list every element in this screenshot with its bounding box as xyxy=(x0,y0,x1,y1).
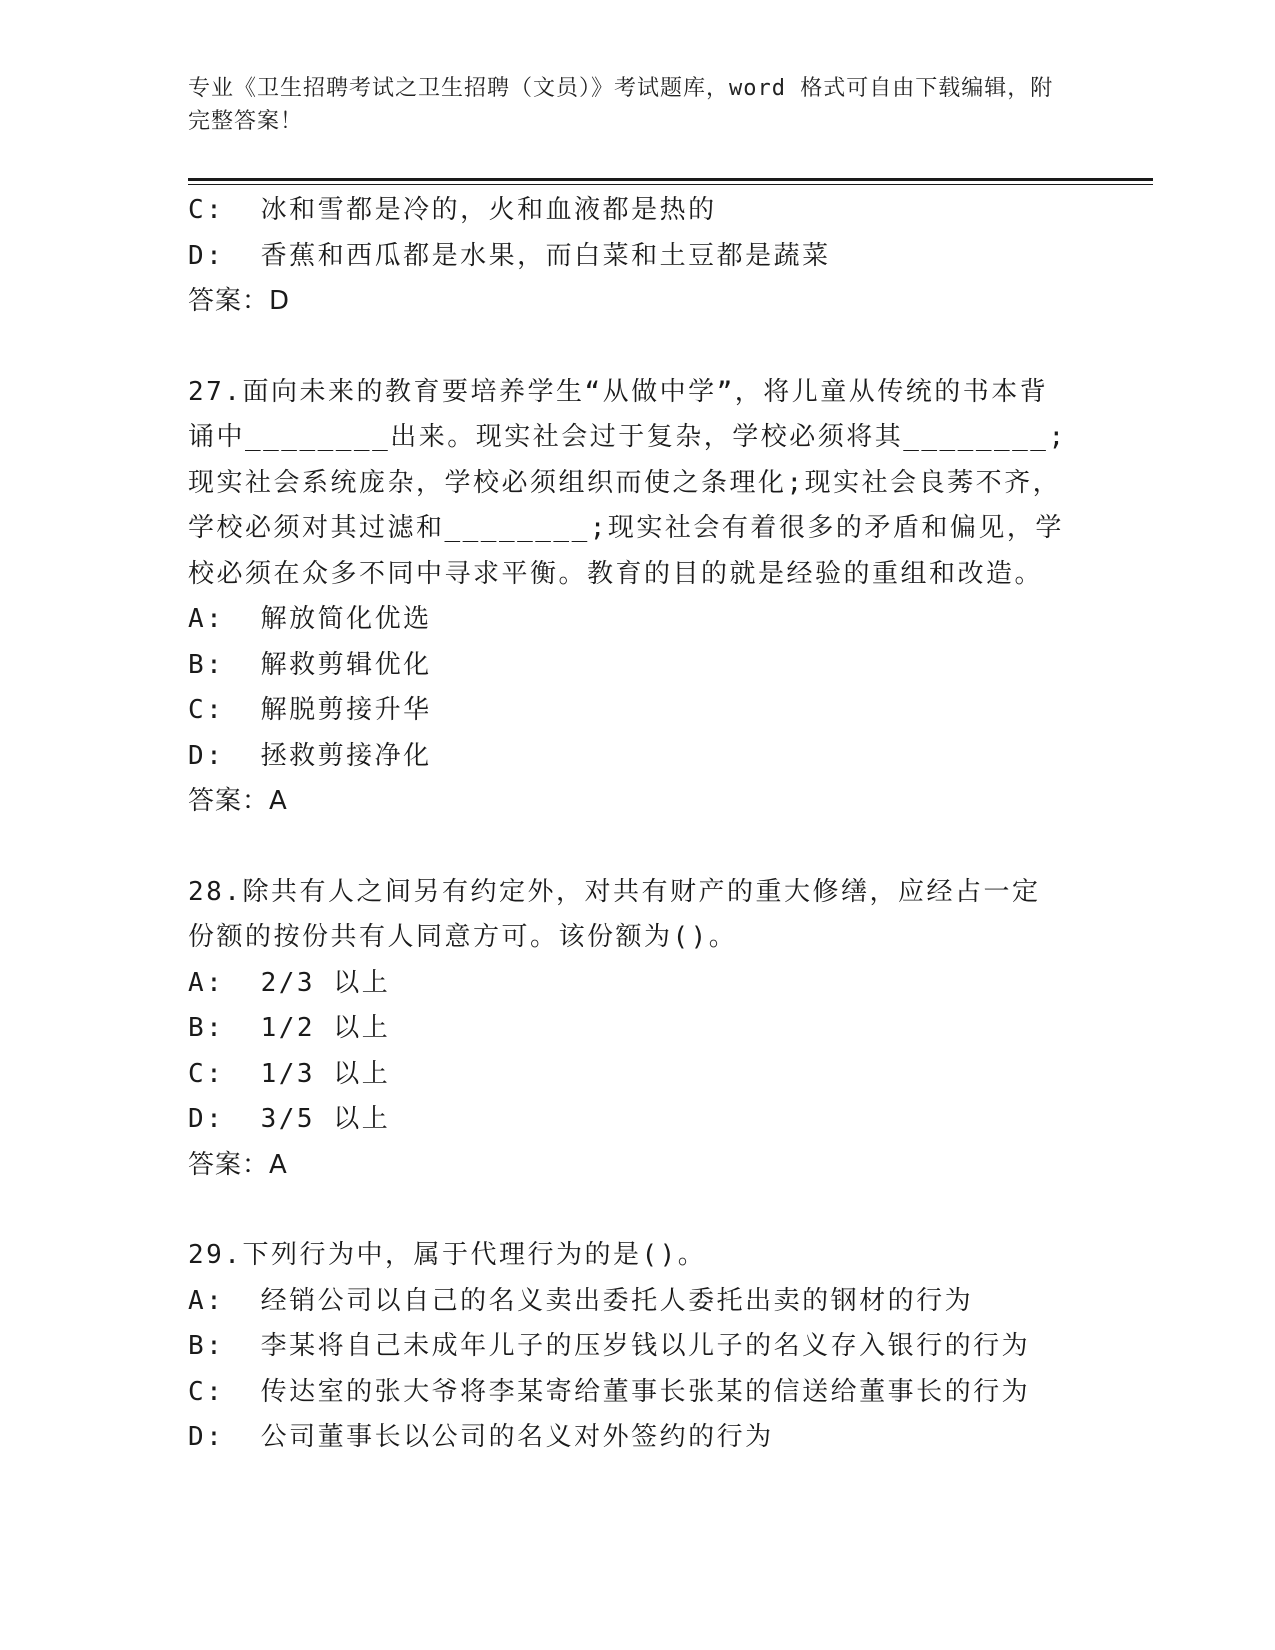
option-c: C: 冰和雪都是冷的，火和血液都是热的 xyxy=(188,195,717,225)
header-divider-thick xyxy=(188,178,1153,181)
question-stem: 27.面向未来的教育要培养学生“从做中学”，将儿童从传统的书本背诵中________出来。现实社会过于复杂，学校必须将其________;现实社会系统庞杂，学校必须组织而使之条理化;现实社会良莠不齐，学校必须对其过滤和________;现实社会有着很多的矛盾和偏见，学校必须在众多不同中寻求平衡。教育的目的就是经验的重组和改造。 xyxy=(188,376,1067,589)
option-b: B: 1/2 以上 xyxy=(188,1013,391,1043)
option-d: D: 拯救剪接净化 xyxy=(188,740,432,771)
header-divider-thin xyxy=(188,184,1153,185)
spacer xyxy=(188,1188,1068,1233)
option-a: A: 经销公司以自己的名义卖出委托人委托出卖的钢材的行为 xyxy=(188,1285,974,1316)
option-c: C: 1/3 以上 xyxy=(188,1058,391,1089)
option-b: B: 解救剪辑优化 xyxy=(188,649,432,680)
option-d: D: 公司董事长以公司的名义对外签约的行为 xyxy=(188,1422,774,1452)
spacer xyxy=(188,825,1068,870)
page-header xyxy=(188,72,1068,138)
question-28 xyxy=(188,870,1068,1189)
option-a: A: 解放简化优选 xyxy=(188,604,432,634)
answer-line: 答案：D xyxy=(188,286,291,316)
spacer xyxy=(188,325,1068,370)
option-b: B: 李某将自己未成年儿子的压岁钱以儿子的名义存入银行的行为 xyxy=(188,1331,1031,1361)
question-27 xyxy=(188,370,1068,825)
option-c: C: 解脱剪接升华 xyxy=(188,695,432,725)
document-body xyxy=(188,188,1068,1461)
question-29 xyxy=(188,1233,1068,1461)
answer-line: 答案：A xyxy=(188,1149,288,1180)
option-a: A: 2/3 以上 xyxy=(188,967,391,998)
question-stem: 29.下列行为中，属于代理行为的是()。 xyxy=(188,1240,707,1270)
question-stem: 28.除共有人之间另有约定外，对共有财产的重大修缮，应经占一定份额的按份共有人同意方可。该份额为()。 xyxy=(188,876,1041,952)
option-d: D: 香蕉和西瓜都是水果，而白菜和土豆都是蔬菜 xyxy=(188,240,831,271)
question-26-tail xyxy=(188,188,1068,325)
answer-line: 答案：A xyxy=(188,786,288,816)
option-c: C: 传达室的张大爷将李某寄给董事长张某的信送给董事长的行为 xyxy=(188,1376,1031,1407)
option-d: D: 3/5 以上 xyxy=(188,1104,391,1134)
header-title: 专业《卫生招聘考试之卫生招聘（文员）》考试题库，word 格式可自由下载编辑，附完整答案！ xyxy=(188,76,1054,134)
